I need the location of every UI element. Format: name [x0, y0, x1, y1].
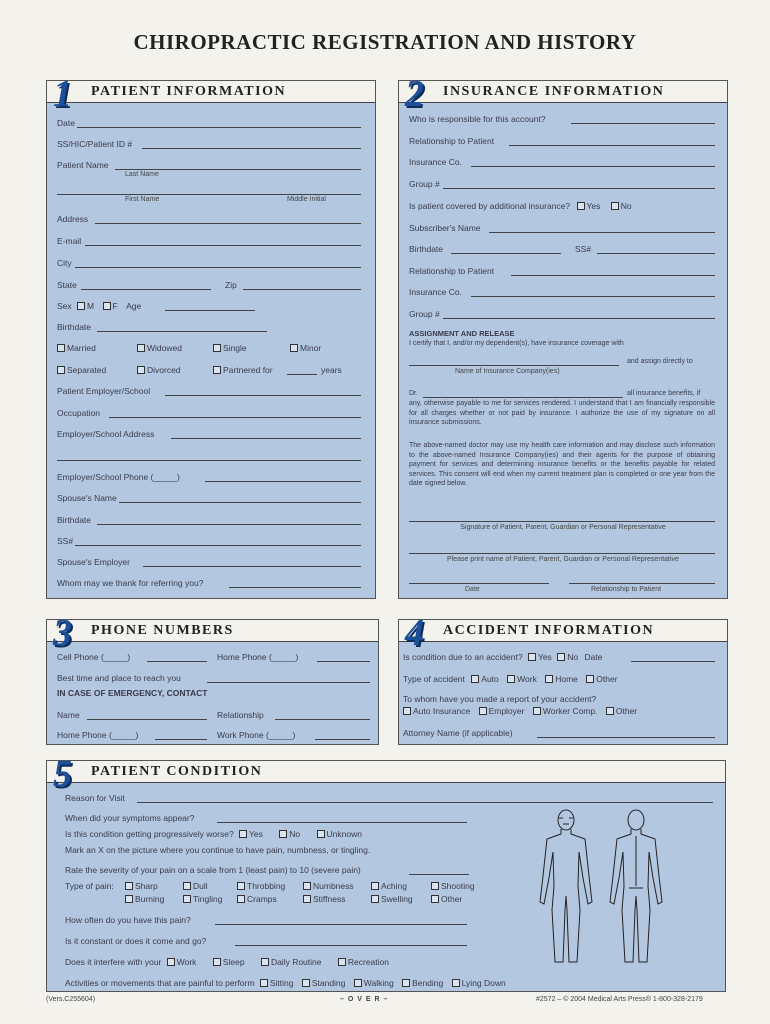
- signature-caption: Signature of Patient, Parent, Guardian or Personal Representative: [460, 524, 666, 531]
- pain-burning-label: Burning: [135, 894, 165, 904]
- section-title: ACCIDENT INFORMATION: [443, 623, 655, 638]
- single-option: [213, 343, 247, 353]
- employer-address-field[interactable]: [171, 438, 361, 439]
- worse-no-label: No: [289, 829, 301, 839]
- male-label: M: [87, 301, 95, 311]
- pain-throbbing-label: Throbbing: [247, 881, 286, 891]
- employer-address-label: Employer/School Address: [57, 429, 155, 439]
- print-name-field[interactable]: [409, 553, 715, 554]
- section-patient-condition: [46, 753, 726, 992]
- accident-other-label: Other: [596, 674, 618, 684]
- relationship2-label: Relationship to Patient: [409, 266, 495, 276]
- pain-sharp-label: Sharp: [135, 881, 158, 891]
- city-field[interactable]: [75, 267, 361, 268]
- sign-date-caption: Date: [465, 586, 480, 593]
- spouse-name-field[interactable]: [119, 502, 361, 503]
- activity-lying-checkbox[interactable]: [452, 979, 460, 987]
- section-phone-numbers: [46, 612, 379, 745]
- insurance-co2-field[interactable]: [471, 296, 715, 297]
- employer-phone-field[interactable]: [205, 481, 361, 482]
- relationship-field[interactable]: [509, 145, 715, 146]
- pain-swelling-label: Swelling: [381, 894, 413, 904]
- insurance-co-label: Insurance Co.: [409, 157, 462, 167]
- first-name-caption: First Name: [125, 196, 160, 203]
- constant-label: Is it constant or does it come and go?: [65, 936, 207, 946]
- pain-stiffness-option: [303, 894, 345, 904]
- birthdate-label: Birthdate: [409, 244, 444, 254]
- worse-row: [65, 829, 362, 839]
- report-worker-comp-label: Worker Comp.: [542, 706, 598, 716]
- relationship-patient-caption: Relationship to Patient: [591, 586, 662, 593]
- ss-label: SS#: [575, 244, 592, 254]
- first-name-field[interactable]: [57, 194, 361, 195]
- section-accident-information: [398, 612, 728, 745]
- signature-field[interactable]: [409, 521, 715, 522]
- occupation-label: Occupation: [57, 408, 100, 418]
- emergency-work-phone-label: Work Phone (_____): [217, 730, 296, 740]
- divorced-checkbox[interactable]: [137, 366, 145, 374]
- activity-sitting-checkbox[interactable]: [260, 979, 268, 987]
- middle-initial-caption: Middle Initial: [287, 196, 326, 203]
- responsible-label: Who is responsible for this account?: [409, 114, 546, 124]
- accident-home-label: Home: [555, 674, 578, 684]
- accident-no-label: No: [567, 652, 579, 662]
- additional-no-checkbox[interactable]: [611, 202, 619, 210]
- worse-no-checkbox[interactable]: [279, 830, 287, 838]
- pain-stiffness-checkbox[interactable]: [303, 895, 311, 903]
- interfere-work-label: Work: [176, 957, 197, 967]
- interfere-routine-label: Daily Routine: [270, 957, 322, 967]
- accident-type-label: Type of accident: [403, 674, 465, 684]
- email-field[interactable]: [85, 245, 361, 246]
- accident-no-checkbox[interactable]: [557, 653, 565, 661]
- accident-home-checkbox[interactable]: [545, 675, 553, 683]
- relationship-patient-field[interactable]: [569, 583, 715, 584]
- assignment-title: ASSIGNMENT AND RELEASE: [409, 329, 515, 338]
- additional-no-label: No: [620, 201, 632, 211]
- section-title: PATIENT INFORMATION: [91, 84, 287, 99]
- emergency-relationship-label: Relationship: [217, 710, 264, 720]
- address-label: Address: [57, 214, 89, 224]
- accident-yes-label: Yes: [537, 652, 552, 662]
- section-number: 1: [53, 73, 72, 115]
- pain-tingling-label: Tingling: [193, 894, 223, 904]
- pain-stiffness-label: Stiffness: [313, 894, 346, 904]
- date-field[interactable]: [77, 127, 361, 128]
- report-label: To whom have you made a report of your accident?: [403, 694, 597, 704]
- pain-dull-option: [183, 881, 208, 891]
- responsible-field[interactable]: [571, 123, 715, 124]
- pain-cramps-label: Cramps: [247, 894, 277, 904]
- pain-other-label: Other: [441, 894, 463, 904]
- accident-date-field[interactable]: [631, 661, 715, 662]
- birthdate-label: Birthdate: [57, 322, 92, 332]
- female-checkbox[interactable]: [103, 302, 111, 310]
- best-time-label: Best time and place to reach you: [57, 673, 181, 683]
- pain-swelling-option: [371, 894, 413, 904]
- pain-aching-option: [371, 881, 407, 891]
- additional-insurance-row: [409, 201, 632, 211]
- additional-yes-label: Yes: [586, 201, 601, 211]
- how-often-field[interactable]: [215, 924, 467, 925]
- sign-date-field[interactable]: [409, 583, 549, 584]
- accident-work-label: Work: [517, 674, 537, 684]
- relationship-label: Relationship to Patient: [409, 136, 495, 146]
- reason-label: Reason for Visit: [65, 793, 125, 803]
- divorced-label: Divorced: [147, 365, 181, 375]
- home-phone-label: Home Phone (_____): [217, 652, 299, 662]
- pain-throbbing-checkbox[interactable]: [237, 882, 245, 890]
- zip-field[interactable]: [243, 289, 361, 290]
- group2-field[interactable]: [443, 318, 715, 319]
- pain-dull-label: Dull: [193, 881, 208, 891]
- email-label: E-mail: [57, 236, 82, 246]
- interfere-work-checkbox[interactable]: [167, 958, 175, 966]
- assign-directly-text: and assign directly to: [627, 358, 693, 365]
- spouse-employer-label: Spouse's Employer: [57, 557, 130, 567]
- interfere-sleep-label: Sleep: [222, 957, 245, 967]
- separated-label: Separated: [67, 365, 107, 375]
- interfere-recreation-label: Recreation: [347, 957, 389, 967]
- home-phone-field[interactable]: [317, 661, 370, 662]
- body-back-diagram-icon[interactable]: [607, 806, 665, 966]
- last-name-caption: Last Name: [125, 171, 159, 178]
- type-pain-label: Type of pain:: [65, 881, 114, 891]
- worse-yes-checkbox[interactable]: [239, 830, 247, 838]
- occupation-field[interactable]: [109, 417, 361, 418]
- male-checkbox[interactable]: [77, 302, 85, 310]
- married-label: Married: [67, 343, 96, 353]
- footer-version: (Vers.C255604): [46, 996, 96, 1003]
- section-patient-information: [46, 73, 376, 599]
- footer-copyright: #2572 – © 2004 Medical Arts Press® 1-800-328-2179: [536, 996, 703, 1003]
- activity-lying-label: Lying Down: [461, 978, 506, 988]
- married-checkbox[interactable]: [57, 344, 65, 352]
- referral-field[interactable]: [229, 587, 361, 588]
- activity-walking-label: Walking: [363, 978, 394, 988]
- ss-field[interactable]: [597, 253, 715, 254]
- birthdate2-label: Birthdate: [57, 515, 92, 525]
- attorney-label: Attorney Name (if applicable): [403, 728, 513, 738]
- pain-tingling-option: [183, 894, 222, 904]
- birthdate-field[interactable]: [451, 253, 561, 254]
- report-employer-label: Employer: [488, 706, 525, 716]
- reason-field[interactable]: [137, 802, 713, 803]
- rate-field[interactable]: [409, 874, 469, 875]
- attorney-field[interactable]: [537, 737, 715, 738]
- ssid-label: SS/HIC/Patient ID #: [57, 139, 133, 149]
- activity-bending-checkbox[interactable]: [402, 979, 410, 987]
- accident-yes-checkbox[interactable]: [528, 653, 536, 661]
- group-field[interactable]: [443, 188, 715, 189]
- report-auto-insurance-label: Auto Insurance: [413, 706, 471, 716]
- additional-insurance-label: Is patient covered by additional insurance?: [409, 201, 571, 211]
- pain-aching-checkbox[interactable]: [371, 882, 379, 890]
- cell-phone-field[interactable]: [147, 661, 207, 662]
- mark-instructions: Mark an X on the picture where you continue to have pain, numbness, or tingling.: [65, 845, 371, 855]
- report-options-row: [403, 706, 637, 716]
- employer-address-line2[interactable]: [57, 460, 361, 461]
- report-worker-comp-checkbox[interactable]: [533, 707, 541, 715]
- minor-checkbox[interactable]: [290, 344, 298, 352]
- spouse-employer-field[interactable]: [143, 566, 361, 567]
- activities-label: Activities or movements that are painful to perform: [65, 978, 255, 988]
- last-name-field[interactable]: [115, 169, 361, 170]
- interfere-sleep-checkbox[interactable]: [213, 958, 221, 966]
- interfere-row: [65, 957, 389, 967]
- single-label: Single: [223, 343, 247, 353]
- state-field[interactable]: [81, 289, 211, 290]
- pain-numbness-option: [303, 881, 354, 891]
- emergency-home-phone-field[interactable]: [155, 739, 207, 740]
- birthdate-field[interactable]: [97, 331, 267, 332]
- minor-label: Minor: [300, 343, 322, 353]
- activity-sitting-label: Sitting: [269, 978, 294, 988]
- state-label: State: [57, 280, 77, 290]
- assignment-text-2: any, otherwise payable to me for services rendered. I understand that I am financially responsible for all charges whether or not paid by insurance. I authorize the use of my signature on all insurance submissions.: [409, 400, 715, 426]
- report-auto-insurance-checkbox[interactable]: [403, 707, 411, 715]
- worse-unknown-checkbox[interactable]: [317, 830, 325, 838]
- pain-shooting-label: Shooting: [441, 881, 475, 891]
- age-label: Age: [126, 301, 142, 311]
- assignment-text-1: I certify that I, and/or my dependent(s), have insurance coverage with: [409, 340, 624, 347]
- emergency-work-phone-field[interactable]: [315, 739, 370, 740]
- insurance-co-field[interactable]: [471, 166, 715, 167]
- sex-label: Sex: [57, 301, 72, 311]
- best-time-field[interactable]: [207, 682, 370, 683]
- group2-label: Group #: [409, 309, 440, 319]
- pain-cramps-option: [237, 894, 277, 904]
- emergency-relationship-field[interactable]: [275, 719, 370, 720]
- section-number: 4: [405, 612, 424, 654]
- subscriber-label: Subscriber's Name: [409, 223, 481, 233]
- emergency-contact-label: IN CASE OF EMERGENCY, CONTACT: [57, 688, 208, 698]
- partnered-label: Partnered for: [223, 365, 273, 375]
- section-title: PHONE NUMBERS: [91, 623, 234, 638]
- interfere-label: Does it interfere with your: [65, 957, 162, 967]
- dr-label: Dr.: [409, 390, 418, 397]
- married-option: [57, 343, 96, 353]
- patient-name-label: Patient Name: [57, 160, 109, 170]
- divorced-option: [137, 365, 181, 375]
- additional-yes-checkbox[interactable]: [577, 202, 585, 210]
- age-field[interactable]: [165, 310, 255, 311]
- report-other-checkbox[interactable]: [606, 707, 614, 715]
- pain-tingling-checkbox[interactable]: [183, 895, 191, 903]
- pain-throbbing-option: [237, 881, 285, 891]
- widowed-checkbox[interactable]: [137, 344, 145, 352]
- ss-label: SS#: [57, 536, 74, 546]
- spouse-name-label: Spouse's Name: [57, 493, 117, 503]
- activity-bending-label: Bending: [412, 978, 444, 988]
- symptoms-appear-label: When did your symptoms appear?: [65, 813, 195, 823]
- pain-shooting-checkbox[interactable]: [431, 882, 439, 890]
- activity-walking-checkbox[interactable]: [354, 979, 362, 987]
- employer-field[interactable]: [165, 395, 361, 396]
- city-label: City: [57, 258, 72, 268]
- interfere-recreation-checkbox[interactable]: [338, 958, 346, 966]
- rate-label: Rate the severity of your pain on a scale from 1 (least pain) to 10 (severe pain): [65, 865, 361, 875]
- worse-unknown-label: Unknown: [326, 829, 362, 839]
- separated-option: [57, 365, 106, 375]
- cell-phone-label: Cell Phone (_____): [57, 652, 131, 662]
- activity-standing-checkbox[interactable]: [302, 979, 310, 987]
- footer-over: – O V E R –: [340, 996, 389, 1003]
- pain-aching-label: Aching: [381, 881, 407, 891]
- group-label: Group #: [409, 179, 440, 189]
- address-field[interactable]: [95, 223, 361, 224]
- widowed-option: [137, 343, 182, 353]
- date-label: Date: [57, 118, 75, 128]
- form-title: CHIROPRACTIC REGISTRATION AND HISTORY: [133, 30, 637, 54]
- section-number: 2: [405, 73, 424, 115]
- worse-label: Is this condition getting progressively worse?: [65, 829, 234, 839]
- employer-label: Patient Employer/School: [57, 386, 151, 396]
- symptoms-appear-field[interactable]: [217, 822, 467, 823]
- interfere-routine-checkbox[interactable]: [261, 958, 269, 966]
- pain-other-checkbox[interactable]: [431, 895, 439, 903]
- section-insurance-information: [398, 73, 728, 599]
- emergency-name-field[interactable]: [87, 719, 207, 720]
- accident-due-row: [403, 652, 602, 662]
- separated-checkbox[interactable]: [57, 366, 65, 374]
- accident-auto-checkbox[interactable]: [471, 675, 479, 683]
- section-title: PATIENT CONDITION: [91, 764, 263, 779]
- worse-yes-label: Yes: [249, 829, 263, 839]
- print-name-caption: Please print name of Patient, Parent, Guardian or Personal Representative: [447, 556, 679, 563]
- report-employer-checkbox[interactable]: [479, 707, 487, 715]
- pain-other-option: [431, 894, 462, 904]
- pain-numbness-label: Numbness: [313, 881, 354, 891]
- single-checkbox[interactable]: [213, 344, 221, 352]
- doctor-field[interactable]: [423, 397, 623, 398]
- pain-cramps-checkbox[interactable]: [237, 895, 245, 903]
- widowed-label: Widowed: [147, 343, 182, 353]
- constant-field[interactable]: [235, 945, 467, 946]
- section-number: 3: [53, 612, 72, 654]
- pain-shooting-option: [431, 881, 475, 891]
- years-label: years: [321, 365, 342, 375]
- insurance-co2-label: Insurance Co.: [409, 287, 462, 297]
- partnered-checkbox[interactable]: [213, 366, 221, 374]
- ssid-field[interactable]: [142, 148, 361, 149]
- insurance-company-field[interactable]: [409, 365, 619, 366]
- referral-label: Whom may we thank for referring you?: [57, 578, 204, 588]
- subscriber-field[interactable]: [489, 232, 715, 233]
- emergency-home-phone-label: Home Phone (_____): [57, 730, 139, 740]
- accident-type-row: [403, 674, 618, 684]
- accident-date-label: Date: [584, 652, 603, 662]
- activities-row: [65, 978, 506, 988]
- pain-burning-checkbox[interactable]: [125, 895, 133, 903]
- partnered-option: [213, 365, 273, 375]
- section-number: 5: [53, 753, 72, 795]
- how-often-label: How often do you have this pain?: [65, 915, 191, 925]
- ss-field[interactable]: [75, 545, 361, 546]
- pain-swelling-checkbox[interactable]: [371, 895, 379, 903]
- pain-sharp-option: [125, 881, 158, 891]
- activity-standing-label: Standing: [311, 978, 346, 988]
- accident-work-checkbox[interactable]: [507, 675, 515, 683]
- birthdate2-field[interactable]: [97, 524, 361, 525]
- accident-other-checkbox[interactable]: [586, 675, 594, 683]
- report-other-label: Other: [615, 706, 638, 716]
- accident-due-label: Is condition due to an accident?: [403, 652, 523, 662]
- assignment-text-3: The above-named doctor may use my health care information and may disclose such information to the above-named Insurance Company(ies) and their agents for the purpose of obtaining payment for services and determining insurance benefits or the benefits payable for related services. This consent will end when my current treatment plan is completed or one year from the date signed below.: [409, 442, 715, 487]
- zip-label: Zip: [225, 280, 237, 290]
- pain-burning-option: [125, 894, 164, 904]
- pain-numbness-checkbox[interactable]: [303, 882, 311, 890]
- emergency-name-label: Name: [57, 710, 80, 720]
- accident-auto-label: Auto: [481, 674, 499, 684]
- body-front-diagram-icon[interactable]: [537, 806, 595, 966]
- pain-dull-checkbox[interactable]: [183, 882, 191, 890]
- partnered-years-field[interactable]: [287, 374, 317, 375]
- sex-row: [57, 301, 141, 311]
- minor-option: [290, 343, 321, 353]
- insurance-company-caption: Name of Insurance Company(ies): [455, 368, 560, 375]
- employer-phone-label: Employer/School Phone (_____): [57, 472, 180, 482]
- pain-sharp-checkbox[interactable]: [125, 882, 133, 890]
- section-title: INSURANCE INFORMATION: [443, 84, 665, 99]
- relationship2-field[interactable]: [511, 275, 715, 276]
- female-label: F: [112, 301, 118, 311]
- all-benefits-text: all insurance benefits, if: [627, 390, 701, 397]
